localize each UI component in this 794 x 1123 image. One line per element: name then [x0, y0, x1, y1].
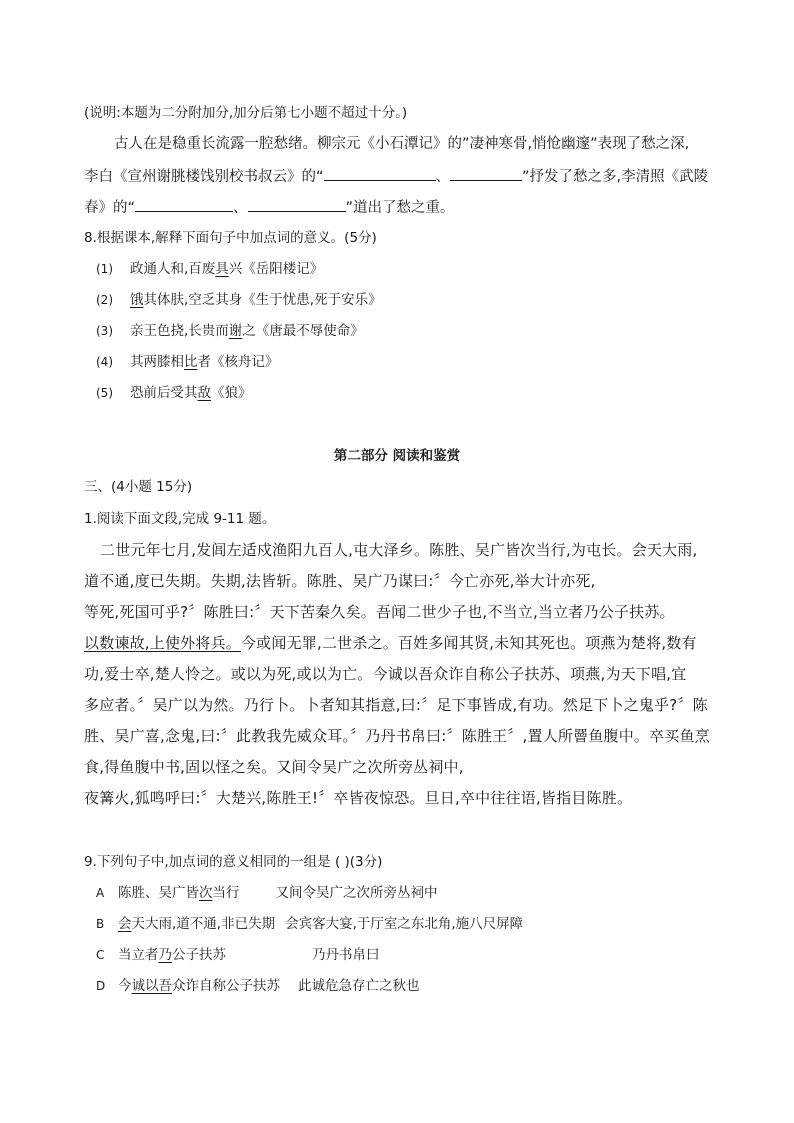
poem-text: ”抒发了愁之多,李清照《武陵: [522, 169, 709, 185]
item-text: 恐前后受其: [130, 385, 198, 401]
item-num: (5): [96, 386, 113, 400]
note-line: (说明:本题为二分附加分,加分后第七小题不超过十分。): [84, 105, 408, 121]
passage-line: 二世元年七月,发闾左适戍渔阳九百人,屯大泽乡。陈胜、吴广皆次当行,为屯长。会天大雨,: [100, 541, 698, 559]
passage-line: 食,得鱼腹中书,固以怪之矣。又间令吴广之次所旁丛祠中,: [84, 758, 464, 776]
item-num: (1): [96, 262, 113, 276]
option-text: 陈胜、吴广皆: [118, 885, 199, 901]
poem-text: 春》的“: [84, 200, 136, 216]
item-text: 兴《岳阳楼记》: [228, 261, 324, 277]
q9-option: [96, 945, 380, 965]
q9-option: [96, 883, 438, 903]
key-word: 比: [184, 354, 198, 370]
key-word: 饿: [130, 292, 144, 308]
option-text: 当立者: [118, 947, 159, 963]
q9-title: 9.下列句子中,加点词的意义相同的一组是 ( )(3分): [84, 854, 383, 870]
option-text: 天大雨,道不通,非已失期: [131, 916, 276, 932]
option-text: 又间令吴广之次所旁丛祠中: [275, 885, 438, 901]
option-letter: B: [96, 917, 105, 931]
q8-title: 8.根据课本,解释下面句子中加点词的意义。(5分): [84, 230, 377, 246]
passage-line: 夜篝火,狐鸣呼曰:〞大楚兴,陈胜王!〞卒皆夜惊恐。旦日,卒中往往语,皆指目陈胜。: [84, 789, 633, 807]
key-word: 具: [215, 261, 229, 277]
item-text: 其体肤,空乏其身《生于忧患,死于安乐》: [143, 292, 382, 308]
option-letter: D: [96, 979, 106, 993]
sep: 、: [233, 200, 248, 216]
poem-line-1: 古人在是稳重长流露一腔愁绪。柳宗元《小石潭记》的”凄神寒骨,悄怆幽邃”表现了愁之深,: [114, 136, 690, 152]
key-word: 次: [199, 885, 213, 901]
item-text: 政通人和,百废: [130, 261, 216, 277]
underlined-passage: 以数谏故,上使外将兵。: [84, 634, 241, 652]
poem-line-2: [84, 165, 708, 187]
option-text: 此诚危急存亡之秋也: [298, 978, 420, 994]
option-text: 今: [118, 978, 132, 994]
passage-line: [84, 633, 697, 653]
option-letter: A: [96, 886, 105, 900]
poem-text: ”道出了愁之重。: [345, 200, 455, 216]
item-num: (2): [96, 293, 113, 307]
passage-line: 多应者。〞吴广以为然。乃行卜。卜者知其指意,曰:〞足下事皆成,有功。然足下卜之鬼乎?〞陈: [84, 696, 708, 714]
q8-item: [96, 321, 364, 341]
blank-3[interactable]: [135, 196, 233, 212]
q8-item: [96, 352, 279, 372]
option-text: 当行: [212, 885, 240, 901]
blank-1[interactable]: [324, 165, 436, 181]
item-text: 之《唐最不辱使命》: [242, 323, 364, 339]
passage-line: 道不通,度已失期。失期,法皆斩。陈胜、吴广乃谋曰:〞今亡亦死,举大计亦死,: [84, 572, 596, 590]
q8-item: [96, 290, 382, 310]
key-word: 敌: [197, 385, 211, 401]
item-num: (3): [96, 324, 113, 338]
item-num: (4): [96, 355, 113, 369]
q9-option: [96, 914, 523, 934]
passage-text: 等死,死国可乎?〞陈胜曰:〞天下苦秦久矣。吾闻二世少子也,不当立,当立者乃公子扶苏。: [84, 603, 675, 621]
item-text: 者《核舟记》: [197, 354, 279, 370]
option-text: 乃丹书帛曰: [312, 947, 380, 963]
q8-item: [96, 383, 252, 403]
poem-text: 李白《宣州谢朓楼饯别校书叔云》的“: [84, 169, 324, 185]
reading-instruction: 1.阅读下面文段,完成 9-11 题。: [84, 511, 276, 527]
passage-line: [84, 602, 675, 622]
q8-item: [96, 259, 323, 279]
sep: 、: [435, 169, 451, 185]
option-letter: C: [96, 948, 105, 962]
item-text: 《狼》: [211, 385, 252, 401]
item-text: 其两膝相: [130, 354, 184, 370]
poem-line-3: [84, 196, 455, 218]
blank-2[interactable]: [450, 165, 522, 181]
passage-text: 今或闻无罪,二世杀之。百姓多闻其贤,未知其死也。项燕为楚将,数有: [240, 634, 697, 652]
item-text: 亲王色挠,长贵而: [130, 323, 229, 339]
passage-line: 胜、吴广喜,念鬼,曰:〞此教我先威众耳。〞乃丹书帛曰:〞陈胜王〞,置人所罾鱼腹中。卒买鱼烹: [84, 727, 710, 745]
part-heading: 第二部分 阅读和鉴赏: [333, 448, 461, 464]
option-text: 会宾客大宴,于厅室之东北角,施八尺屏障: [285, 916, 524, 932]
key-word: 诚以吾: [131, 978, 172, 994]
key-word: 会: [118, 916, 132, 932]
option-text: 公子扶苏: [172, 947, 226, 963]
section-title: 三、(4小题 15分): [84, 479, 193, 495]
option-text: 众诈自称公子扶苏: [172, 978, 280, 994]
blank-4[interactable]: [248, 196, 346, 212]
key-word: 谢: [228, 323, 243, 339]
key-word: 乃: [158, 947, 172, 963]
q9-option: [96, 976, 420, 996]
passage-line: 功,爱士卒,楚人怜之。或以为死,或以为亡。今诚以吾众诈自称公子扶苏、项燕,为天下唱,宜: [84, 665, 687, 683]
